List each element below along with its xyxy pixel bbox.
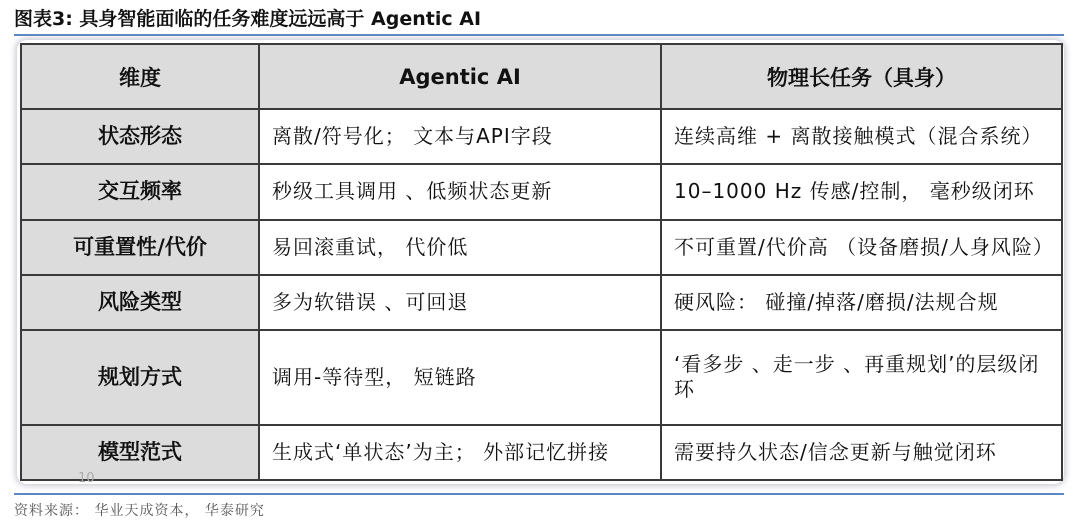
row-embodied: 需要持久状态/信念更新与触觉闭环 <box>661 425 1062 480</box>
row-agentic: 生成式‘单状态’为主； 外部记忆拼接 <box>259 425 661 480</box>
row-agentic: 易回滚重试， 代价低 <box>259 220 661 275</box>
table-row <box>21 164 1062 219</box>
row-embodied: 10–1000 Hz 传感/控制， 毫秒级闭环 <box>661 164 1062 219</box>
row-agentic: 多为软错误 、可回退 <box>259 275 661 330</box>
row-agentic: 离散/符号化； 文本与API字段 <box>259 109 661 164</box>
row-dimension: 状态形态 <box>21 109 259 164</box>
header-embodied: 物理长任务（具身） <box>661 44 1062 109</box>
row-dimension: 规划方式 <box>21 330 259 425</box>
header-dimension: 维度 <box>21 44 259 109</box>
row-embodied: 连续高维 + 离散接触模式（混合系统） <box>661 109 1062 164</box>
row-embodied: 不可重置/代价高 （设备磨损/人身风险） <box>661 220 1062 275</box>
comparison-table <box>20 43 1063 481</box>
top-rule <box>14 34 1064 36</box>
row-embodied: ‘看多步 、走一步 、再重规划’的层级闭环 <box>661 330 1062 425</box>
row-dimension: 可重置性/代价 <box>21 220 259 275</box>
row-dimension: 交互频率 <box>21 164 259 219</box>
table-row <box>21 425 1062 480</box>
row-dimension: 风险类型 <box>21 275 259 330</box>
row-dimension: 模型范式 <box>21 425 259 480</box>
header-agentic-ai: Agentic AI <box>259 44 661 109</box>
table-header-row <box>21 44 1062 109</box>
figure-title: 图表3: 具身智能面临的任务难度远远高于 Agentic AI <box>14 8 482 30</box>
table-row <box>21 220 1062 275</box>
page-number: 10 <box>78 471 95 486</box>
table-row <box>21 109 1062 164</box>
table-row <box>21 275 1062 330</box>
source-note: 资料来源： 华业天成资本， 华泰研究 <box>14 503 265 519</box>
row-agentic: 秒级工具调用 、低频状态更新 <box>259 164 661 219</box>
row-agentic: 调用-等待型， 短链路 <box>259 330 661 425</box>
table-row <box>21 330 1062 425</box>
bottom-rule <box>14 493 1064 495</box>
row-embodied: 硬风险： 碰撞/掉落/磨损/法规合规 <box>661 275 1062 330</box>
